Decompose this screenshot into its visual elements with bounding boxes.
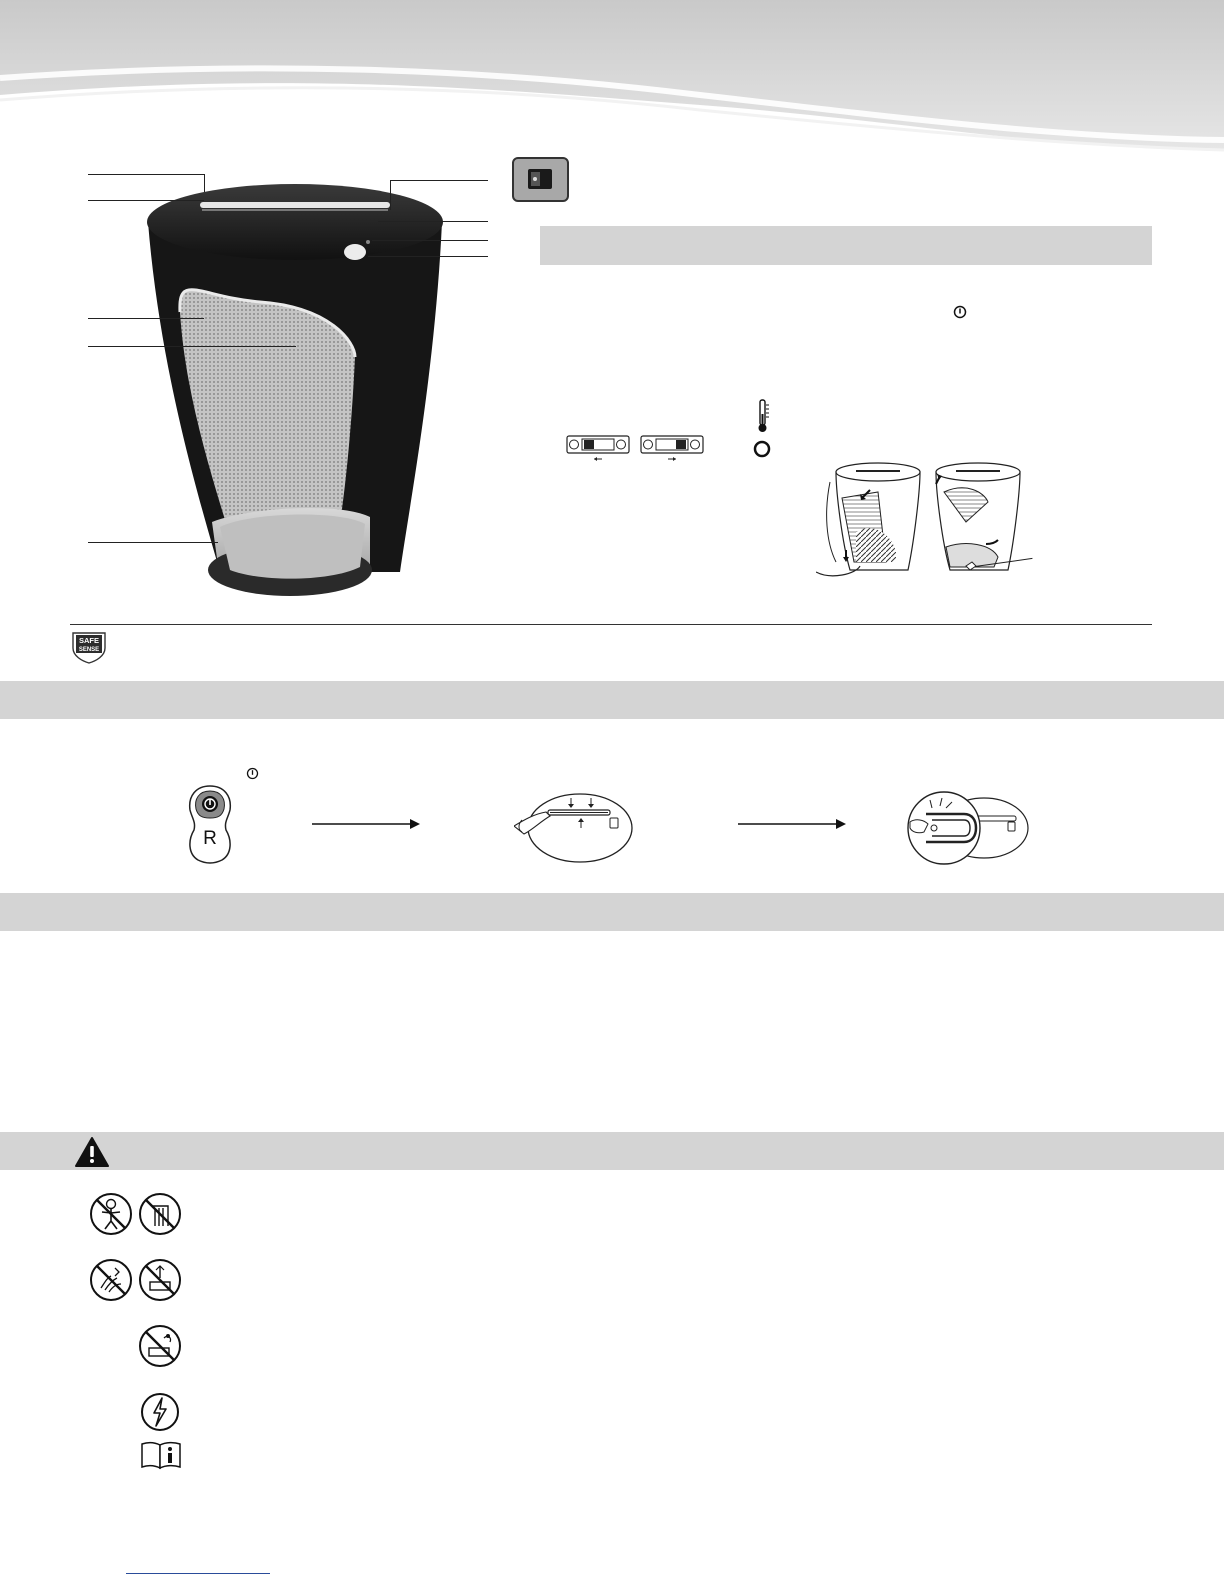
section-band-1 [0,681,1224,719]
jam-removal-diagram [514,790,634,868]
control-bar [540,226,1152,265]
thermometer-icon [755,398,771,434]
shredder-illustration [140,172,450,604]
section-divider [70,624,1152,625]
leader-line [390,180,488,181]
switch-left-diagram [566,435,630,463]
safesense-line1: SAFE [78,636,100,645]
leader-line [88,200,204,201]
no-aerosol-icon [89,1258,133,1302]
reset-button-letter: R [203,828,217,849]
power-symbol-icon [953,305,967,319]
safesense-shield-icon [70,630,108,664]
leader-line [88,346,296,347]
arrow-right-icon [312,818,422,830]
no-children-icon [89,1192,133,1236]
bin-emptying-illustration [816,462,1040,586]
no-hands-icon [138,1192,182,1236]
header-wave [0,0,1224,160]
leader-line [368,256,488,257]
reset-button-icon [186,784,234,864]
no-liquids-icon [138,1258,182,1302]
section-band-2 [0,893,1224,931]
status-ring-icon [753,440,771,458]
leader-line [378,221,488,222]
warning-band [0,1132,1224,1170]
switch-right-diagram [640,435,704,463]
leader-line [372,240,488,241]
leader-line [88,174,204,175]
no-heat-icon [138,1324,182,1368]
safesense-line2: SENSE [78,647,100,653]
footer-link-rule [126,1573,270,1574]
warning-triangle-icon [74,1136,110,1168]
leader-line [390,180,391,210]
arrow-right-icon [738,818,848,830]
leader-line [88,318,204,319]
read-manual-icon [140,1440,182,1470]
leader-line [88,542,218,543]
power-symbol-icon [246,767,259,780]
leader-line [204,174,205,192]
jam-clear-magnified-diagram [906,790,1030,868]
power-switch-icon [512,157,569,202]
electric-shock-icon [140,1392,180,1432]
